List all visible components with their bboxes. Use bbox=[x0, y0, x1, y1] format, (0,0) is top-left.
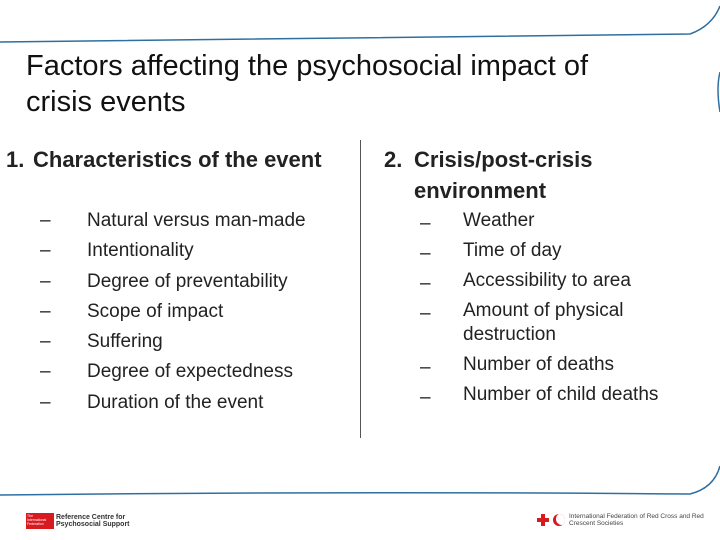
dash-bullet: – bbox=[420, 273, 431, 294]
ifrc-logo bbox=[536, 513, 719, 527]
dash-bullet: – bbox=[40, 270, 51, 292]
reference-centre-logo bbox=[26, 513, 146, 529]
dash-bullet: – bbox=[40, 300, 51, 322]
reference-centre-label: Reference Centre for Psychosocial Support bbox=[56, 513, 130, 528]
list-item: – Time of day bbox=[420, 236, 663, 266]
list-item: – Scope of impact bbox=[40, 297, 306, 327]
list-item: – Duration of the event bbox=[40, 388, 306, 418]
ifrc-label: International Federation of Red Cross and Red Crescent Societies bbox=[569, 513, 704, 527]
list-item: – Weather bbox=[420, 206, 663, 236]
left-bullet-list bbox=[40, 206, 306, 418]
list-item: – Degree of preventability bbox=[40, 267, 306, 297]
slide-title: Factors affecting the psychosocial impact of crisis events bbox=[26, 50, 589, 118]
right-bullet-list bbox=[420, 206, 663, 410]
dash-bullet: – bbox=[40, 210, 51, 231]
list-item: – Degree of expectedness bbox=[40, 357, 306, 387]
list-item: – Amount of physical destruction bbox=[420, 300, 624, 345]
dash-bullet: – bbox=[40, 240, 51, 262]
right-column-heading bbox=[384, 144, 714, 206]
bottom-swoosh-line bbox=[0, 466, 720, 495]
left-heading-text: Characteristics of the event bbox=[33, 147, 322, 172]
dash-bullet: – bbox=[420, 213, 431, 234]
dash-bullet: – bbox=[420, 357, 431, 378]
list-item: – Number of child deaths bbox=[420, 380, 663, 410]
dash-bullet: – bbox=[420, 387, 431, 408]
list-item: – Number of deaths bbox=[420, 350, 663, 380]
dash-bullet: – bbox=[420, 303, 431, 324]
dash-bullet: – bbox=[40, 391, 51, 413]
list-item: – Natural versus man-made bbox=[40, 206, 306, 236]
right-heading-number: 2. bbox=[384, 147, 403, 172]
dash-bullet: – bbox=[40, 331, 51, 353]
list-item: – Accessibility to area bbox=[420, 266, 663, 296]
dash-bullet: – bbox=[40, 361, 51, 383]
red-crescent-icon bbox=[553, 514, 565, 526]
left-column-heading bbox=[6, 144, 336, 175]
top-swoosh-line bbox=[0, 6, 720, 42]
dash-bullet: – bbox=[420, 243, 431, 264]
list-item: – Suffering bbox=[40, 327, 306, 357]
red-cross-icon bbox=[536, 513, 550, 527]
list-item: – Intentionality bbox=[40, 236, 306, 266]
column-divider bbox=[360, 140, 361, 438]
federation-logo-mark: The International Federation bbox=[26, 513, 54, 529]
right-heading-text: Crisis/post-crisis environment bbox=[414, 147, 593, 203]
left-heading-number: 1. bbox=[6, 147, 25, 172]
